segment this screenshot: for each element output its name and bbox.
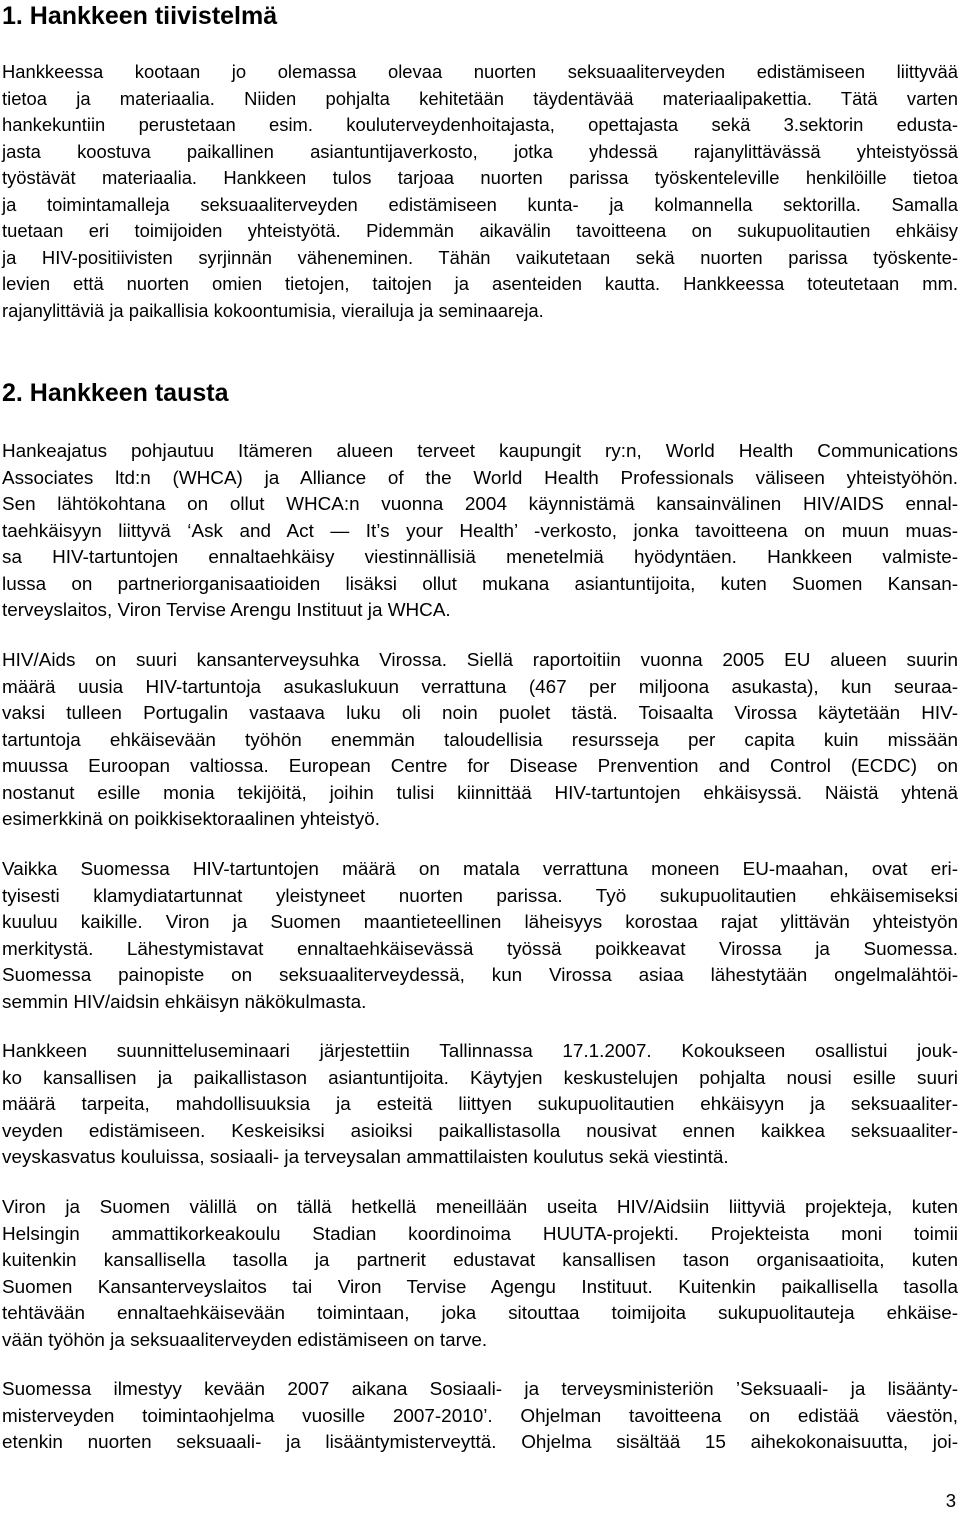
- text-line: vaksi tulleen Portugalin vastaava luku oli noin puolet tästä. Toisaalta Virossa käytetään HIV-: [2, 703, 958, 724]
- text-line: Hankeajatus pohjautuu Itämeren alueen terveet kaupungit ry:n, World Health Communications: [2, 441, 958, 462]
- text-line: ja HIV-positiivisten syrjinnän väheneminen. Tähän vaikutetaan sekä nuorten parissa työskente-: [2, 246, 958, 268]
- section-2-paragraph: [2, 1377, 958, 1457]
- section-1-paragraph: [2, 59, 958, 324]
- text-line: jasta koostuva paikallinen asiantuntijaverkosto, jotka yhdessä rajanylittävässä yhteistyössä: [2, 140, 958, 162]
- text-line: rajanylittäviä ja paikallisia kokoontumisia, vierailuja ja seminaareja.: [2, 299, 544, 321]
- text-line: Sen lähtökohtana on ollut WHCA:n vuonna 2004 käynnistämä kansainvälinen HIV/AIDS ennal-: [2, 494, 958, 515]
- text-line: Suomen Kansanterveyslaitos tai Viron Tervise Agengu Instituut. Kuitenkin paikallisella tasolla: [2, 1276, 958, 1298]
- text-line: Suomessa painopiste on seksuaaliterveydessä, kun Virossa asiaa lähestytään ongelmalähtöi-: [2, 965, 958, 986]
- text-line: ko kansallisen ja paikallistason asiantuntijoita. Käytyjen keskustelujen pohjalta nousi esille suuri: [2, 1067, 958, 1089]
- text-line: misterveyden toimintaohjelma vuosille 2007-2010’. Ohjelman tavoitteena on edistää väestön,: [2, 1405, 958, 1427]
- section-2-paragraph: [2, 1195, 958, 1354]
- text-line: sa HIV-tartuntojen ennaltaehkäisy viestinnällisiä menetelmiä hyödyntäen. Hankkeen valmiste-: [2, 547, 958, 568]
- text-line: terveyslaitos, Viron Tervise Arengu Instituut ja WHCA.: [2, 600, 451, 621]
- text-line: tehtävään ennaltaehkäisevään toimintaan, joka sitouttaa toimijoita sukupuolitauteja ehkäise-: [2, 1303, 958, 1324]
- text-line: veyskasvatus kouluissa, sosiaali- ja terveysalan ammattilaisten koulutus sekä viestintä.: [2, 1147, 729, 1168]
- text-line: Suomessa ilmestyy kevään 2007 aikana Sosiaali- ja terveysministeriön ’Seksuaali- ja lisäänty-: [2, 1379, 958, 1400]
- text-line: levien että nuorten omien tietojen, taitojen ja asenteiden kautta. Hankkeessa toteutetaan mm.: [2, 273, 958, 294]
- text-line: määrä uusia HIV-tartuntoja asukaslukuun verrattuna (467 per miljoona asukasta), kun seuraa-: [2, 676, 958, 698]
- text-line: vään työhön ja seksuaaliterveyden edistämiseen on tarve.: [2, 1329, 488, 1351]
- text-line: esimerkkinä on poikkisektoraalinen yhteistyö.: [2, 809, 380, 830]
- text-line: HIV/Aids on suuri kansanterveysuhka Virossa. Siellä raportoitiin vuonna 2005 EU alueen suurin: [2, 650, 958, 671]
- text-line: Helsingin ammattikorkeakoulu Stadian koordinoima HUUTA-projekti. Projekteista moni toimii: [2, 1223, 958, 1245]
- text-line: työstävät materiaalia. Hankkeen tulos tarjoaa nuorten parissa työskenteleville henkilöille tietoa: [2, 167, 958, 188]
- text-line: taehkäisyyn liittyvä ‘Ask and Act — It’s your Health’ -verkosto, jonka tavoitteena on muun muas-: [2, 520, 958, 542]
- text-line: Vaikka Suomessa HIV-tartuntojen määrä on matala verrattuna moneen EU-maahan, ovat eri-: [2, 859, 958, 880]
- text-line: Viron ja Suomen välillä on tällä hetkellä meneillään useita HIV/Aidsiin liittyviä projekteja, kuten: [2, 1197, 958, 1218]
- text-line: tuetaan eri toimijoiden yhteistyötä. Pidemmän aikavälin tavoitteena on sukupuolitautien ehkäisy: [2, 220, 958, 241]
- section-2-paragraph: [2, 1039, 958, 1172]
- text-line: tietoa ja materiaalia. Niiden pohjalta kehitetään täydentävää materiaalipakettia. Tätä varten: [2, 87, 958, 109]
- text-line: Hankkeen suunnitteluseminaari järjestettiin Tallinnassa 17.1.2007. Kokoukseen osallistui jouk-: [2, 1041, 958, 1062]
- section-2-paragraph: [2, 857, 958, 1016]
- text-line: tyisesti klamydiatartunnat yleistyneet nuorten parissa. Työ sukupuolitautien ehkäisemiseksi: [2, 885, 958, 907]
- text-line: ja toimintamalleja seksuaaliterveyden edistämiseen kunta- ja kolmannella sektorilla. Samalla: [2, 193, 958, 215]
- text-line: veyden edistämiseen. Keskeisiksi asioiksi paikallistasolla nousivat ennen kaikkea seksuaaliter-: [2, 1120, 958, 1142]
- text-line: tartuntoja ehkäisevään työhön enemmän taloudellisia resursseja per capita kuin missään: [2, 729, 958, 751]
- text-line: nostanut esille monia tekijöitä, joihin tulisi kiinnittää HIV-tartuntojen ehkäisyssä. Näistä yhtenä: [2, 782, 958, 804]
- text-line: kuitenkin kansallisella tasolla ja partnerit edustavat kansallisen tason organisaatioita, kuten: [2, 1250, 958, 1271]
- text-line: lussa on partneriorganisaatioiden lisäksi ollut mukana asiantuntijoita, kuten Suomen Kansan-: [2, 573, 958, 595]
- section-2-paragraph: [2, 648, 958, 834]
- text-line: merkitystä. Lähestymistavat ennaltaehkäisevässä työssä poikkeavat Virossa ja Suomessa.: [2, 938, 958, 960]
- text-line: Associates ltd:n (WHCA) ja Alliance of the World Health Professionals väliseen yhteistyöhön.: [2, 467, 958, 489]
- section-2-heading: 2. Hankkeen tausta: [2, 379, 229, 407]
- section-1-heading: 1. Hankkeen tiivistelmä: [2, 2, 278, 30]
- text-line: muussa Euroopan valtiossa. European Centre for Disease Prenvention and Control (ECDC) on: [2, 756, 958, 777]
- text-line: etenkin nuorten seksuaali- ja lisääntymisterveyttä. Ohjelma sisältää 15 aihekokonaisuutta, joi-: [2, 1432, 958, 1453]
- text-line: kuuluu kaikille. Viron ja Suomen maantieteellinen läheisyys korostaa rajat ylittävän yhteistyön: [2, 912, 958, 933]
- text-line: hankekuntiin perustetaan esim. kouluterveydenhoitajasta, opettajasta sekä 3.sektorin edusta-: [2, 114, 958, 135]
- page-number: 3: [945, 1490, 956, 1511]
- section-2-paragraph: [2, 439, 958, 625]
- text-line: semmin HIV/aidsin ehkäisyn näkökulmasta.: [2, 991, 367, 1013]
- text-line: Hankkeessa kootaan jo olemassa olevaa nuorten seksuaaliterveyden edistämiseen liittyvää: [2, 61, 958, 82]
- text-line: määrä tarpeita, mahdollisuuksia ja esteitä liittyen sukupuolitautien ehkäisyyn ja seksuaaliter-: [2, 1094, 958, 1115]
